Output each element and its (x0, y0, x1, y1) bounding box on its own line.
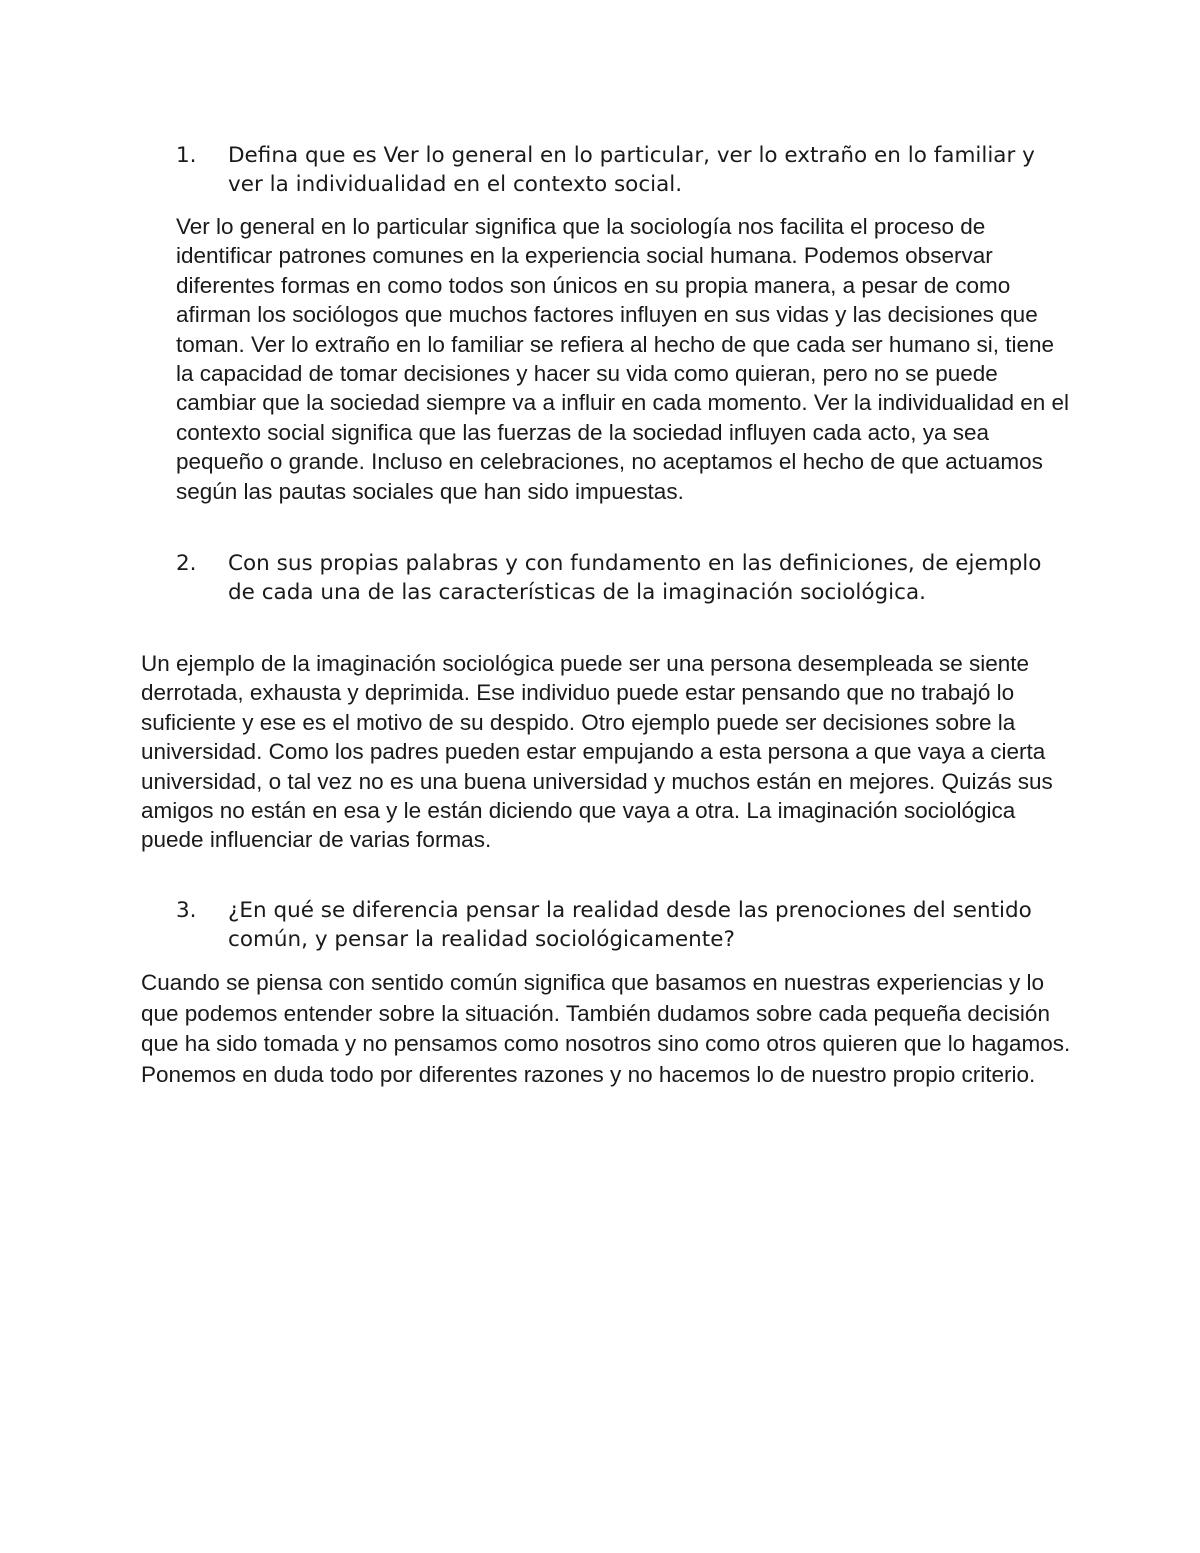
answer-3: Cuando se piensa con sentido común significa que basamos en nuestras experiencias y lo que podemos entender sobre la situación. También dudamos sobre cada pequeña decisión que ha sido tomada y no pensamos como nosotros sino como otros quieren que lo hagamos. Ponemos en duda todo por diferentes razones y no hacemos lo de nuestro propio criterio. (141, 970, 1071, 1087)
question-text: Con sus propias palabras y con fundamento en las definiciones, de ejemplo de cada una de las características de la imaginación sociológica. (228, 551, 1042, 605)
question-number: 1. (176, 143, 197, 168)
question-number: 3. (176, 898, 197, 923)
question-number: 2. (176, 551, 197, 576)
question-text: ¿En qué se diferencia pensar la realidad desde las prenociones del sentido común, y pensar la realidad sociológicamente? (228, 898, 1032, 952)
question-2 (176, 549, 1056, 607)
question-text: Defina que es Ver lo general en lo particular, ver lo extraño en lo familiar y ver la individualidad en el contexto social. (228, 143, 1035, 197)
answer-2: Un ejemplo de la imaginación sociológica puede ser una persona desempleada se siente derrotada, exhausta y deprimida. Ese individuo puede estar pensando que no trabajó lo suficiente y ese es el motivo de su despido. Otro ejemplo puede ser decisiones sobre la universidad. Como los padres pueden estar empujando a esta persona a que vaya a cierta universidad, o tal vez no es una buena universidad y muchos están en mejores. Quizás sus amigos no están en esa y le están diciendo que vaya a otra. La imaginación sociológica puede influenciar de varias formas. (141, 651, 1053, 853)
question-3 (176, 896, 1056, 954)
question-1 (176, 141, 1056, 199)
answer-1: Ver lo general en lo particular significa que la sociología nos facilita el proceso de identificar patrones comunes en la experiencia social humana. Podemos observar diferentes formas en como todos son únicos en su propia manera, a pesar de como afirman los sociólogos que muchos factores influyen en sus vidas y las decisiones que toman. Ver lo extraño en lo familiar se refiera al hecho de que cada ser humano si, tiene la capacidad de tomar decisiones y hacer su vida como quieran, pero no se puede cambiar que la sociedad siempre va a influir en cada momento. Ver la individualidad en el contexto social significa que las fuerzas de la sociedad influyen cada acto, ya sea pequeño o grande. Incluso en celebraciones, no aceptamos el hecho de que actuamos según las pautas sociales que han sido impuestas. (176, 214, 1070, 504)
